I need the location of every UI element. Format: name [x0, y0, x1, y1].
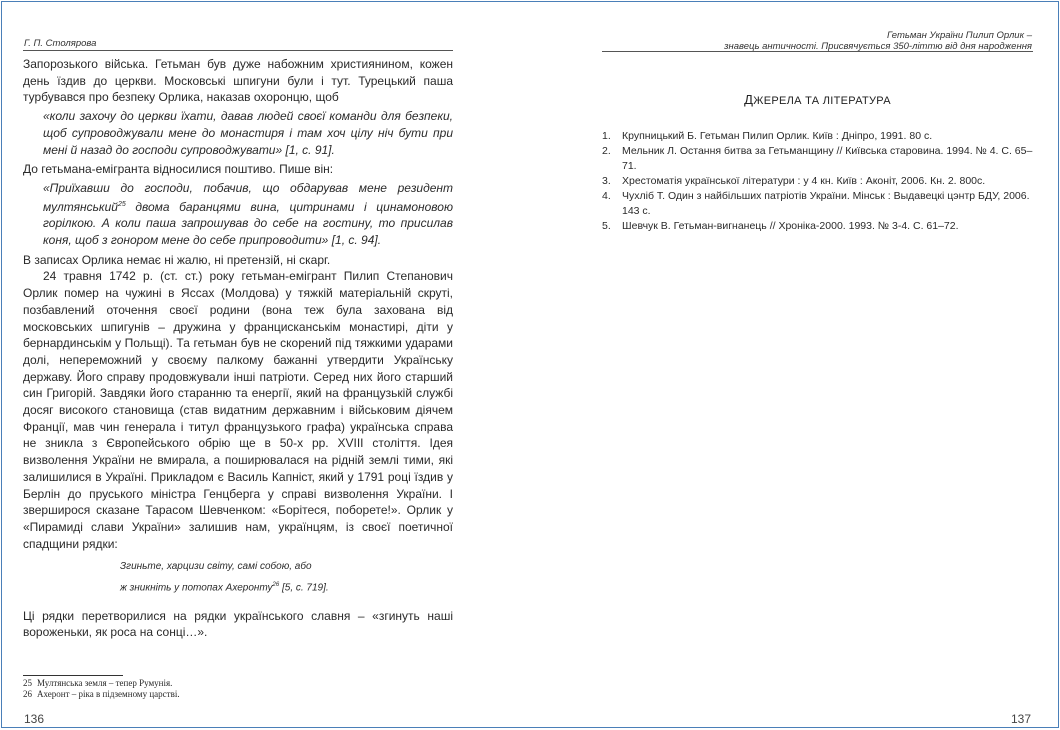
footnote-number: 26: [23, 689, 32, 699]
poem-citation: [5, с. 719].: [279, 582, 329, 594]
main-text: [23, 56, 453, 641]
quote-text: двома баранцями вина, цитринами і цинамоновою горілкою. А коли паша запрошував до себе на гостину, то присилав коня, щоб з гонором мене до себе припроводити» [1, с. 94].: [43, 199, 453, 248]
reference-number: 1.: [602, 130, 611, 142]
section-title: [602, 92, 1033, 107]
reference-text: Крупницький Б. Гетьман Пилип Орлик. Київ : Дніпро, 1991. 80 с.: [622, 130, 933, 142]
book-spread: [1, 1, 1059, 728]
footnote-rule: [23, 675, 123, 676]
reference-text: Мельник Л. Остання битва за Гетьманщину // Київська старовина. 1994. № 4. С. 65–71.: [622, 145, 1033, 172]
reference-list: [602, 129, 1033, 234]
footnote-text: Мултянська земля – тепер Румунія.: [37, 678, 173, 688]
right-page: [532, 2, 1059, 727]
footnote-mark[interactable]: 25: [117, 200, 126, 208]
reference-text: Шевчук В. Гетьман-вигнанець // Хроніка-2000. 1993. № 3-4. С. 61–72.: [622, 220, 959, 232]
paragraph: 24 травня 1742 р. (ст. ст.) року гетьман-емігрант Пилип Степанович Орлик помер на чужині в Яссах (Молдова) у тяжкій матеріальній скруті, позбавлений оточення своєї родини (вона теж була захована від московських шпигунів – дружина у францисканськім монастирі, діти у бернардинськім у Польщі). Та гетьман був не скорений під тяжкими ударами долі, непереможний у своєму палкому бажанні утвердити Українську державу. Його справу продовжували інші патріоти. Серед них його старший син Григорій. Завдяки його старанню та енергії, який на французькій службі досяг високого становища (став видатним державним і військовим діячем Франції, мав чин генерала і титул французького графа) українська справа не зникла з Європейського обрію ще в 50-х рр. XVIII століття. Ідея визволення України не вмирала, а поширювалася на рідній землі тими, які залишилися в Україні. Прикладом є Василь Капніст, який у 1791 році їздив у Берлін до пруського міністра Генцберга у справі визволення України. І зверширося сказане Тарасом Шевченком: «Борітеся, поборете!». Орлик у «Пирамиді слави України» залишив нам, українцям, із своєї поетичної спадщини рядки:: [23, 269, 453, 551]
reference-number: 5.: [602, 220, 611, 232]
quote-text: «Приїхавши до господи, побачив, що обдарував мене резидент мултянський: [43, 180, 453, 214]
left-page: [2, 2, 532, 727]
footnote: [23, 689, 453, 700]
quote-paragraph: [23, 180, 453, 249]
page-number: 136: [24, 712, 45, 726]
poem-line: [120, 576, 453, 597]
quote-paragraph: «коли захочу до церкви їхати, давав людей своєї команди для безпеки, щоб супроводжували мене до монастиря і там хоч цілу ніч бути при мені й назад до господи супроводжувати» [1, с. 91].: [43, 109, 453, 157]
poem-text: ж зникніть у потопах Ахеронту: [120, 582, 273, 594]
section-title-initial: Д: [744, 92, 754, 107]
footnote-text: Ахеронт – ріка в підземному царстві.: [37, 689, 180, 699]
reference-number: 3.: [602, 175, 611, 187]
running-head-line: знавець античності. Присвячується 350-літтю від дня народження: [724, 41, 1032, 52]
running-head-author: Г. П. Столярова: [24, 38, 97, 49]
reference-number: 2.: [602, 145, 611, 157]
header-rule: [602, 51, 1033, 52]
reference-text: Хрестоматія української літератури : у 4 кн. Київ : Аконіт, 2006. Кн. 2. 800с.: [622, 175, 986, 187]
footnotes: [23, 678, 453, 700]
running-head-title: [592, 30, 1032, 52]
reference-item: [602, 144, 1033, 174]
paragraph: В записах Орлика немає ні жалю, ні претензій, ні скарг.: [23, 252, 331, 267]
reference-item: [602, 174, 1033, 189]
reference-item: [602, 189, 1033, 219]
section-title-text: ЖЕРЕЛА ТА ЛІТЕРАТУРА: [753, 95, 891, 107]
reference-number: 4.: [602, 190, 611, 202]
reference-item: [602, 219, 1033, 234]
page-number: 137: [1010, 712, 1031, 726]
footnote-mark[interactable]: 26: [272, 582, 280, 589]
poem-line: Згиньте, харцизи світу, самі собою, або: [120, 561, 312, 573]
poem-quote: [23, 558, 453, 597]
running-head-line: Гетьман України Пилип Орлик –: [887, 30, 1032, 41]
reference-item: [602, 129, 1033, 144]
footnote-number: 25: [23, 678, 32, 688]
header-rule: [23, 50, 453, 51]
footnote: [23, 678, 453, 689]
paragraph: До гетьмана-емігранта відносилися поштиво. Пише він:: [23, 162, 334, 177]
paragraph: Запорозького війська. Гетьман був дуже набожним християнином, кожен день їздив до церкви. Московські шпигуни були і тут. Турецький паша турбувався про безпеку Орлика, наказав охоронцю, щоб: [23, 57, 453, 105]
reference-text: Чухліб Т. Один з найбільших патріотів України. Мінськ : Выдавецкі цэнтр БДУ, 2006. 143 с.: [622, 190, 1030, 217]
paragraph: Ці рядки перетворилися на рядки українського славня – «згинуть наші вороженьки, як роса на сонці…».: [23, 608, 453, 640]
